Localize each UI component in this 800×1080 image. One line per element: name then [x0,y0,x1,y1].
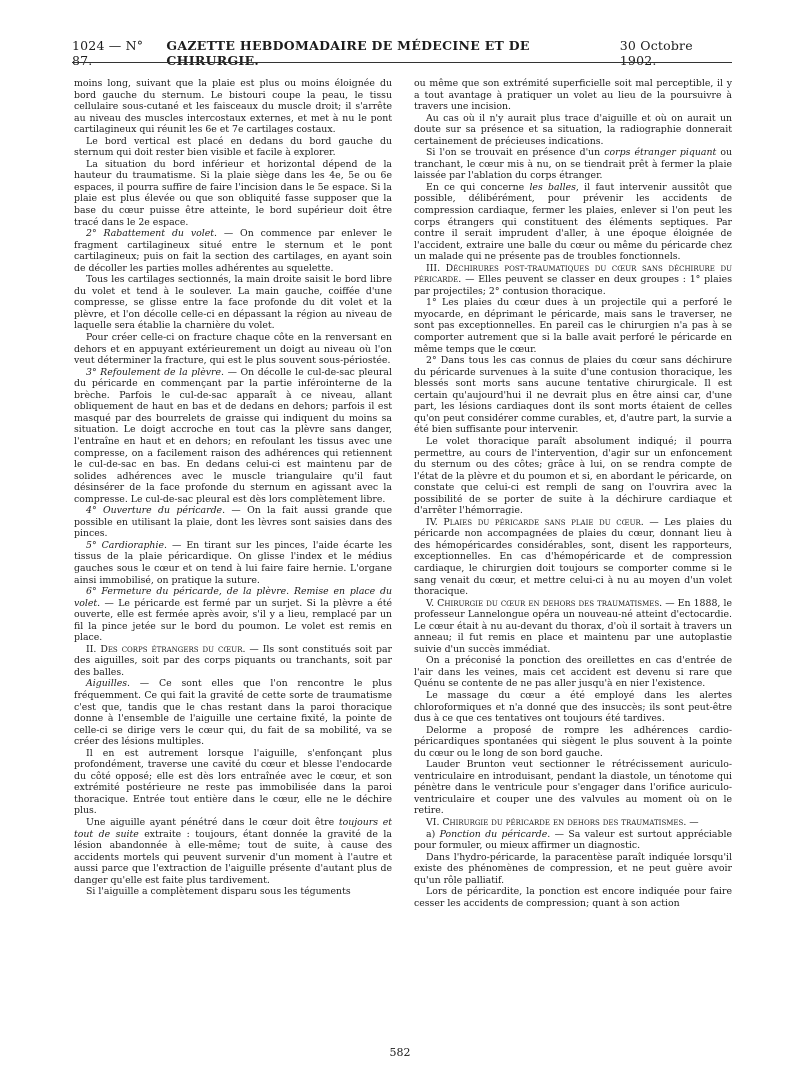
subheading-paragraph [74,678,392,747]
subheading-paragraph [74,367,392,506]
paragraph [414,182,732,263]
left-column [74,78,392,1043]
subheading-title: 6° Fermeture du péricarde, de la plèvre. Remise en place du volet. [74,586,392,609]
section-title: II. Des corps étrangers du cœur. [86,643,246,655]
subheading-paragraph [74,586,392,644]
paragraph-text: Delorme a proposé de rompre les adhérences cardio-péricardiques spontanées qui siègent le plus souvent à la pointe du cœur ou le long de son bord gauche. [414,724,732,759]
paragraph-text: Il en est autrement lorsque l'aiguille, s'enfonçant plus profondément, traverse une cavité du cœur et blesse l'endocarde du côté opposé; elle est dès lors entraînée avec le cœur, et son extrémité postérieure ne reste pas immobilisée dans la paroi thoracique. Entrée tout entière dans le cœur, elle ne le déchire plus. [74,747,392,817]
paragraph-text: — Les plaies du péricarde non accompagnées de plaies du cœur, donnant lieu à des hémopéricardes considérables, sont, disent les rapporteurs, exceptionnelles. En cas d'hémopéricarde et de compression cardiaque, le chirurgien doit toujours se comporter comme si le sang venait du cœur, et mettre celui-ci à nu au moyen d'un volet thoracique. [414,516,732,598]
paragraph-prefix: Si l'on se trouvait en présence d'un [426,147,605,159]
section-paragraph [414,817,732,829]
subheading-paragraph [74,228,392,274]
subheading-title: 3° Refoulement de la plèvre. [86,366,225,378]
paragraph [74,748,392,817]
running-header [72,38,732,68]
paragraph-text: — Elles peuvent se classer en deux groupes : 1° plaies par projectiles; 2° contusion thoracique. [414,274,732,297]
section-title: VI. Chirurgie du péricarde en dehors des traumatismes. [426,817,687,828]
paragraph [414,886,732,909]
header-page-number: 1024 — N° 87. [72,38,144,68]
paragraph-text: — On commence par enlever le fragment cartilagineux situé entre le sternum et le pont cartilagineux; puis on fait la section des cartilages, en ayant soin de décoller les parties molles adhérentes au squelette. [74,228,392,274]
paragraph [414,113,732,148]
paragraph [74,78,392,136]
subheading-title: 2° Rabattement du volet. [86,228,217,240]
paragraph [414,436,732,517]
paragraph-text: Au cas où il n'y aurait plus trace d'aiguille et où on aurait un doute sur sa présence et sa situation, la radiographie donnerait certainement de précieuses indications. [414,112,732,147]
paragraph-text: — Sa valeur est surtout appréciable pour formuler, ou mieux affirmer un diagnostic. [414,828,732,852]
paragraph-text: On a préconisé la ponction des oreillettes en cas d'entrée de l'air dans les veines, mais cet accident est devenu si rare que Quénu se contente de ne pas aller jusqu'à en nier l'existence. [414,655,732,690]
paragraph-prefix: a) [426,828,440,840]
paragraph [414,147,732,182]
paragraph-prefix: Une aiguille ayant pénétré dans le cœur doit être [86,817,339,828]
paragraph-text: 2° Dans tous les cas connus de plaies du cœur sans déchirure du péricarde survenues à la suite d'une contusion thoracique, les blessés sont morts sans aucune tentative chirurgicale. Il est certain qu'aujourd'hui il ne devrait plus en être ainsi car, d'une part, les lésions cardiaques dont ils sont morts étaient de celles qu'on peut considérer comme curables, et, d'autre part, la survie a été bien suffisante pour intervenir. [414,355,732,436]
italic-phrase: les balles [529,181,576,193]
right-column [414,78,732,1043]
paragraph-text: Lauder Brunton veut sectionner le rétrécissement auriculo-ventriculaire en introduisant, pendant la diastole, un ténotome qui pénètre dans le ventricule pour s'engager dans l'orifice auriculo-ventriculaire et couper une des valvules au moment où on le retire. [414,759,732,817]
paragraph-text: Le volet thoracique paraît absolument indiqué; il pourra permettre, au cours de l'intervention, d'agir sur un enfoncement du sternum ou des côtes; grâce à lui, on se rendra compte de l'état de la plèvre et du poumon et si, en abordant le péricarde, on constate que celui-ci est rempli de sang on l'ouvrira avec la possibilité de se porter de suite à la déchirure cardiaque et d'arrêter l'hémorragie. [414,435,732,517]
paragraph-text: — Ils sont constitués soit par des aiguilles, soit par des corps piquants ou tranchants, soit par des balles. [74,643,392,678]
paragraph-text: moins long, suivant que la plaie est plus ou moins éloignée du bord gauche du sternum. Le bistouri coupe la peau, le tissu cellulaire sous-cutané et les faisceaux du muscle droit; il s'arrête au niveau des muscles intercostaux externes, et met à nu le pont cartilagineux qui réunit les 6e et 7e cartilages costaux. [74,78,392,136]
paragraph-text: Le massage du cœur a été employé dans les alertes chloroformiques et n'a donné que des insuccès; ils sont peut-être dus à ce que ces tentatives ont toujours été tardives. [414,689,732,725]
paragraph [414,297,732,355]
italic-phrase: toujours et tout de suite [74,817,392,840]
paragraph-text: ou tranchant, le cœur mis à nu, on se tiendrait prêt à fermer la plaie laissée par l'ablation du corps étranger. [414,147,732,182]
paragraph-text: extraite : toujours, étant donnée la gravité de la lésion abandonnée à elle-même; tout de suite, à cause des accidents mortels qui peuvent survenir d'un moment à l'autre et aussi parce que l'extraction de l'aiguille présente d'autant plus de danger qu'elle est faite plus tardivement. [74,828,392,886]
paragraph-text: — En 1888, le professeur Lannelongue opéra un nouveau-né atteint d'ectocardie. Le cœur était à nu au-devant du thorax, d'où il sortait à travers un anneau; il fut remis en place et maintenu par une autoplastie suivie d'un succès immédiat. [414,597,732,655]
paragraph [414,690,732,725]
subheading-title: 4° Ouverture du péricarde. [86,505,226,517]
italic-phrase: corps étranger piquant [604,147,717,159]
paragraph-text: La situation du bord inférieur et horizontal dépend de la hauteur du traumatisme. Si la plaie siège dans les 4e, 5e ou 6e espaces, il pourra suffire de faire l'incision dans le 5e espace. Si la plaie est plus élevée ou que son obliquité fasse supposer que la base du cœur puisse être atteinte, le bord supérieur doit être tracé dans le 2e espace. [74,158,392,228]
page-folio: 582 [389,1046,411,1059]
header-rule [72,62,732,63]
section-title: V. Chirurgie du cœur en dehors des traumatismes. [426,597,663,609]
paragraph [414,78,732,113]
header-journal-title: GAZETTE HEBDOMADAIRE DE MÉDECINE ET DE CHIRURGIE. [166,38,530,68]
section-title: III. Déchirures post-traumatiques du cœur sans déchirure du péricarde. [414,262,732,286]
section-paragraph [414,598,732,656]
paragraph [414,829,732,852]
paragraph-prefix: En ce qui concerne [426,181,530,193]
paragraph-text: 1° Les plaies du cœur dues à un projectile qui a perforé le myocarde, en déprimant le péricarde, mais sans le traverser, ne sont pas exceptionnelles. En pareil cas le chirurgien n'a pas à se comporter autrement que si la balle avait perforé le péricarde en même temps que le cœur. [414,297,732,355]
paragraph [414,725,732,760]
paragraph-text: Lors de péricardite, la ponction est encore indiquée pour faire cesser les accidents de compression; quant à son action [414,886,732,909]
paragraph-text: , il faut intervenir aussitôt que possible, délibérément, pour prévenir les accidents de compression cardiaque, fermer les plaies, enlever si l'on peut les corps étrangers qui constituent des éléments septiques. Par contre il serait imprudent d'aller, à une époque éloignée de l'accident, extraire une balle du cœur ou même du péricarde chez un malade qui ne présente pas de troubles fonctionnels. [414,181,732,263]
paragraph [74,817,392,886]
paragraph-text: — On la fait aussi grande que possible en utilisant la plaie, dont les lèvres sont saisies dans des pinces. [74,505,392,540]
paragraph [414,655,732,690]
subheading-paragraph [74,505,392,540]
subheading-title: 5° Cardioraphie. [86,539,167,551]
paragraph [414,759,732,817]
section-paragraph [74,644,392,679]
paragraph-text: — On décolle le cul-de-sac pleural du péricarde en commençant par la partie inférointerne de la brèche. Parfois le cul-de-sac apparaît à ce niveau, allant obliquement de haut en bas et de dedans en dehors; parfois il est masqué par des bourrelets de graisse qui indiquent du moins sa situation. Le doigt accroche en tout cas la plèvre sans danger, l'entraîne en haut et en dehors; en refoulant les tissus avec une compresse, on a facilement raison des adhérences qui retiennent le cul-de-sac en bas. En dedans celui-ci est maintenu par de solides adhérences avec le muscle triangulaire qu'il faut désinsérer de la face profonde du sternum en agissant avec la compresse. Le cul-de-sac pleural est dès lors complètement libre. [74,366,392,505]
paragraph-text: — Ce sont elles que l'on rencontre le plus fréquemment. Ce qui fait la gravité de cette sorte de traumatisme c'est que, tandis que le chas restant dans la paroi thoracique donne à l'ensemble de l'aiguille une certaine fixité, la pointe de celle-ci se dirige vers le cœur qui, du fait de sa mobilité, va se créer des lésions multiples. [74,678,392,748]
paragraph [74,332,392,367]
subheading-title: Aiguilles. [86,678,130,690]
section-paragraph [414,517,732,598]
subheading-paragraph [74,540,392,586]
paragraph-text: Le bord vertical est placé en dedans du bord gauche du sternum qui doit rester bien visible et facile à explorer. [74,135,392,159]
paragraph-text: Pour créer celle-ci on fracture chaque côte en la renversant en dehors et en appuyant extérieurement un doigt au niveau où l'on veut déterminer la fracture, qui est le plus souvent sous-périostée. [74,332,392,367]
paragraph-text: — [686,817,699,828]
paragraph-text: — Le péricarde est fermé par un surjet. Si la plèvre a été ouverte, elle est fermée après avoir, s'il y a lieu, remplacé par un fil la pince jetée sur le bord du poumon. Le volet est remis en place. [74,597,392,644]
paragraph [414,852,732,887]
paragraph-text: Tous les cartilages sectionnés, la main droite saisit le bord libre du volet et tend à le soulever. La main gauche, coiffée d'une compresse, se glisse entre la face profonde du dit volet et la plèvre, et l'on décolle celle-ci en dépassant la région au niveau de laquelle sera établie la charnière du volet. [74,274,392,332]
paragraph [74,159,392,228]
header-date: 30 Octobre 1902. [619,38,693,68]
paragraph-text: — En tirant sur les pinces, l'aide écarte les tissus de la plaie péricardique. On glisse l'index et le médius gauches sous le cœur et on tend à lui faire faire hernie. L'organe ainsi immobilisé, on pratique la suture. [74,539,392,586]
paragraph-text: Si l'aiguille a complètement disparu sous les téguments [86,886,351,898]
paragraph [414,355,732,436]
paragraph [74,886,392,898]
italic-phrase: Ponction du péricarde. [439,828,551,840]
paragraph [74,136,392,159]
paragraph [74,274,392,332]
section-paragraph [414,263,732,298]
paragraph-text: Dans l'hydro-péricarde, la paracentèse paraît indiquée lorsqu'il existe des phénomènes de compression, et ne peut guère avoir qu'un rôle palliatif. [414,851,732,886]
paragraph-text: ou même que son extrémité superficielle soit mal perceptible, il y a tout avantage à pratiquer un volet au lieu de la poursuivre à travers une incision. [414,78,732,113]
section-title: IV. Plaies du péricarde sans plaie du cœur. [426,516,644,528]
